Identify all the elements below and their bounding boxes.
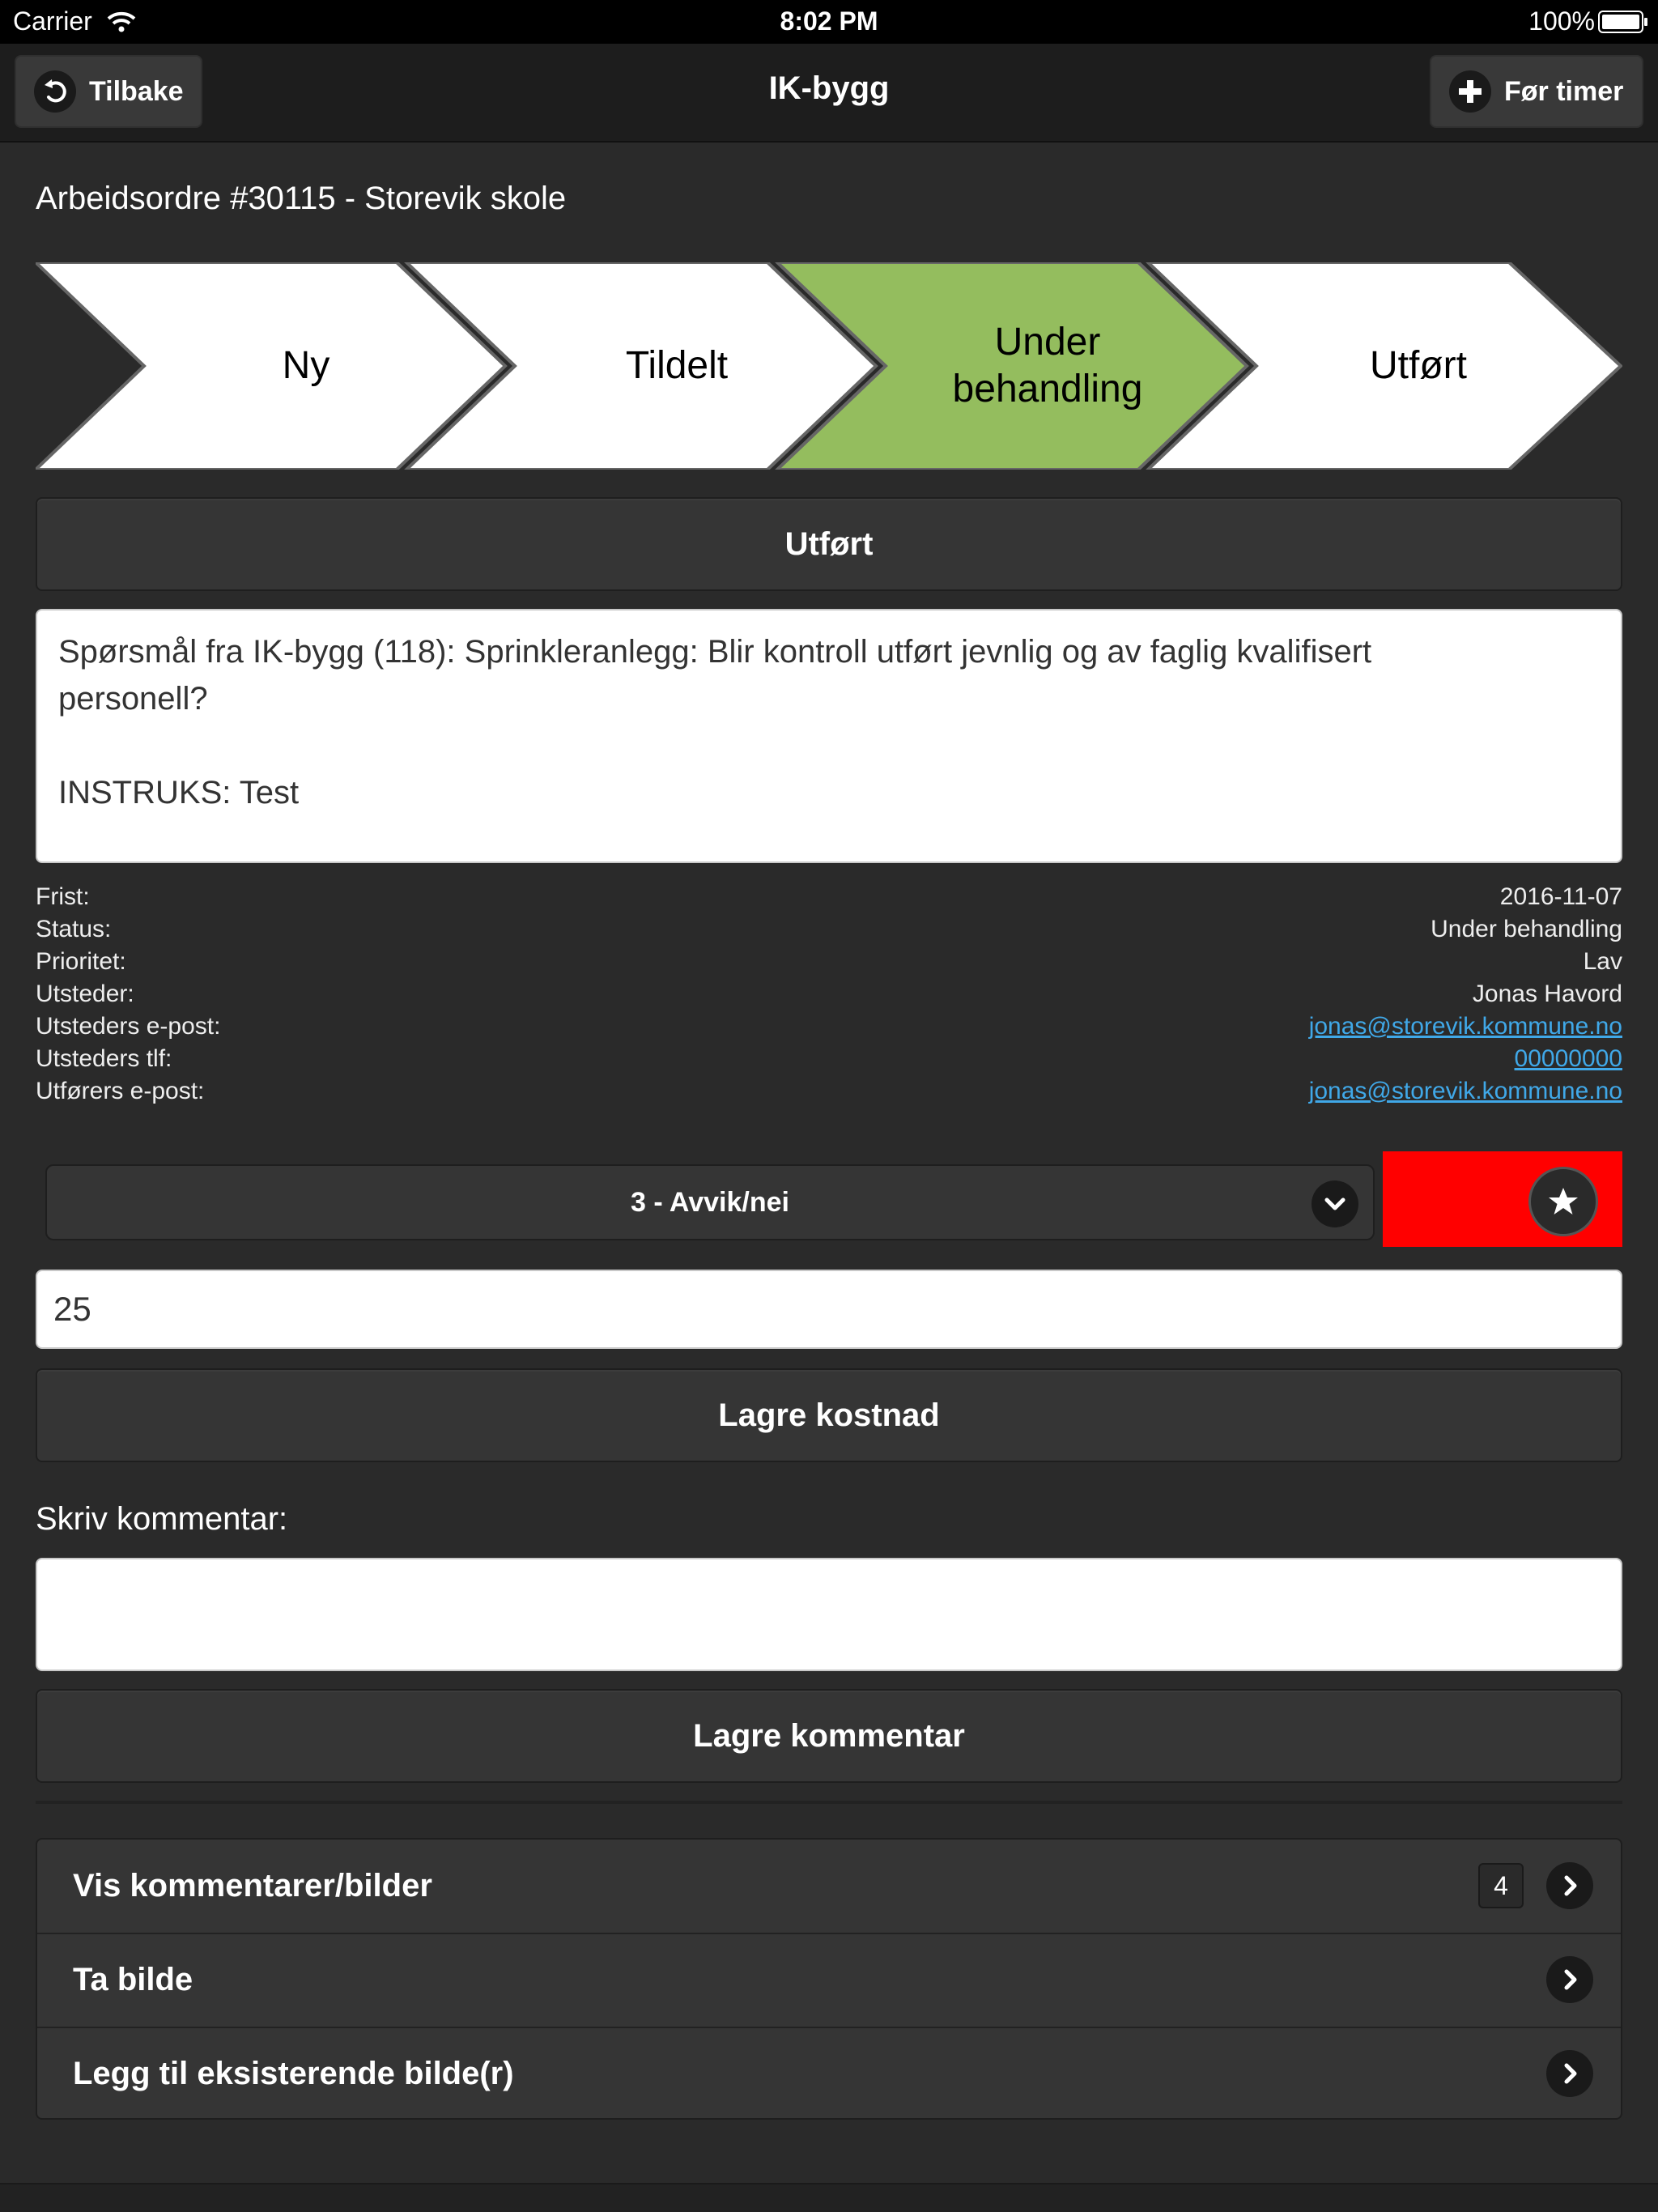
workflow-label-line: behandling (952, 368, 1143, 410)
battery-percent: 100% (1528, 6, 1595, 36)
cost-input[interactable] (36, 1270, 1622, 1349)
info-key: Status: (36, 916, 112, 942)
issuer-email-link[interactable]: jonas@storevik.kommune.no (1308, 1013, 1622, 1040)
info-key: Utsteders e-post: (36, 1013, 221, 1040)
add-hours-button[interactable] (1430, 55, 1643, 128)
divider (36, 1801, 1622, 1804)
info-value: Lav (1583, 948, 1622, 975)
info-row-priority (36, 946, 1622, 978)
description-text: Spørsmål fra IK-bygg (118): Sprinkleranlegg: Blir kontroll utført jevnlig og av faglig kvalifisert (58, 634, 1372, 670)
description-text: personell? (58, 681, 208, 717)
workflow-label-ny[interactable]: Ny (282, 344, 330, 387)
chevron-right-icon (1546, 1862, 1593, 1909)
chevron-right-icon (1546, 2050, 1593, 2097)
actions-list (36, 1838, 1622, 2120)
clock: 8:02 PM (780, 6, 878, 36)
complete-button[interactable]: Utført (36, 497, 1622, 591)
info-row-deadline (36, 881, 1622, 913)
info-value: Under behandling (1431, 916, 1622, 942)
save-comment-button[interactable]: Lagre kommentar (36, 1689, 1622, 1783)
add-hours-label: Før timer (1504, 75, 1624, 107)
comment-input[interactable] (36, 1558, 1622, 1671)
status-bar (0, 0, 1658, 44)
info-key: Prioritet: (36, 948, 126, 975)
star-button[interactable] (1528, 1167, 1598, 1236)
list-item-label: Ta bilde (73, 1962, 193, 1997)
list-item-label: Vis kommentarer/bilder (73, 1868, 432, 1904)
info-row-issuer-phone (36, 1043, 1622, 1075)
instruction-text: INSTRUKS: Test (58, 775, 300, 810)
workflow-label-under-behandling[interactable] (886, 262, 1209, 470)
issuer-phone-link[interactable]: 00000000 (1514, 1045, 1622, 1072)
description-box (36, 609, 1622, 863)
info-key: Utsteders tlf: (36, 1045, 172, 1072)
nav-bar (0, 44, 1658, 143)
battery-icon (1598, 10, 1648, 34)
back-label: Tilbake (89, 75, 184, 107)
page-title: IK-bygg (768, 70, 890, 106)
save-cost-button[interactable]: Lagre kostnad (36, 1368, 1622, 1462)
star-icon (1547, 1185, 1579, 1218)
chevron-down-icon (1312, 1180, 1358, 1227)
info-row-issuer-email (36, 1010, 1622, 1043)
workflow-label-line: Under (994, 321, 1101, 364)
plus-icon (1449, 70, 1491, 113)
info-row-performer-email (36, 1075, 1622, 1108)
chevron-right-icon (1546, 1956, 1593, 2003)
info-row-issuer (36, 978, 1622, 1010)
count-badge: 4 (1478, 1863, 1524, 1908)
footer-bar (0, 2183, 1658, 2212)
assessment-select[interactable] (45, 1164, 1375, 1240)
workflow-label-utfort[interactable]: Utført (1370, 344, 1467, 387)
workflow-steps (36, 262, 1622, 470)
list-item-label: Legg til eksisterende bilde(r) (73, 2056, 514, 2091)
comment-label: Skriv kommentar: (36, 1501, 288, 1537)
info-value: Jonas Havord (1472, 981, 1622, 1007)
carrier-label: Carrier (13, 6, 92, 36)
info-key: Utførers e-post: (36, 1078, 205, 1104)
list-item-add-existing-photos[interactable] (37, 2027, 1621, 2120)
workflow-label-tildelt[interactable]: Tildelt (625, 344, 729, 387)
info-value: 2016-11-07 (1499, 883, 1622, 910)
assessment-color-swatch (1383, 1151, 1622, 1247)
list-item-take-photo[interactable] (37, 1933, 1621, 2028)
info-key: Frist: (36, 883, 90, 910)
info-key: Utsteder: (36, 981, 134, 1007)
assessment-selected-value: 3 - Avvik/nei (631, 1186, 789, 1218)
info-row-status (36, 913, 1622, 946)
work-order-title: Arbeidsordre #30115 - Storevik skole (36, 181, 567, 216)
list-item-show-comments[interactable] (37, 1840, 1621, 1934)
performer-email-link[interactable]: jonas@storevik.kommune.no (1308, 1078, 1622, 1104)
